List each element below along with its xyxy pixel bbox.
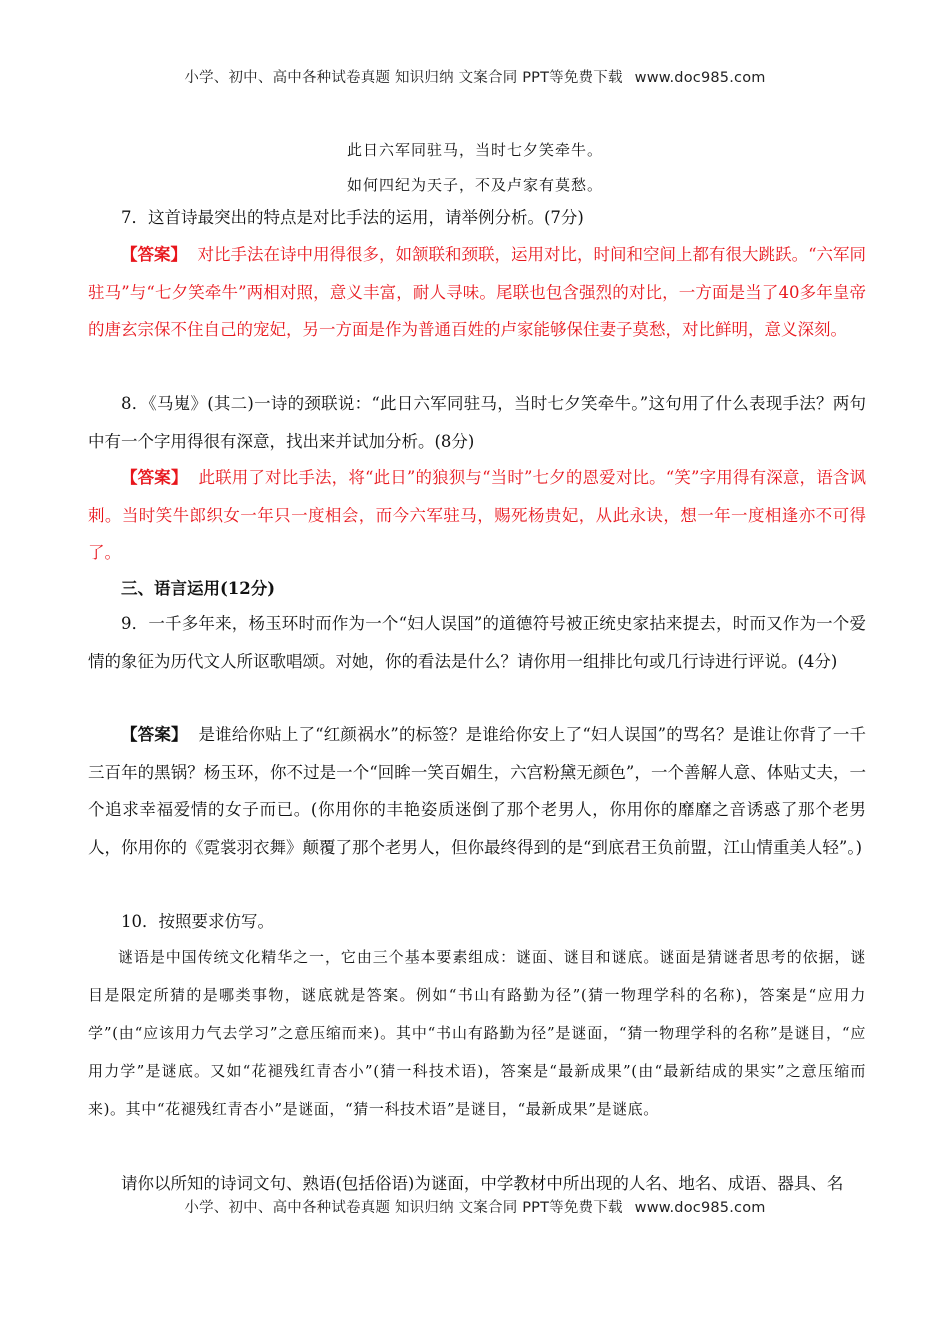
question-8: 8．《马嵬》(其二)一诗的颈联说：“此日六军同驻马，当时七夕笑牵牛。”这句用了什么表现手法？两句中有一个字用得很有深意，找出来并试加分析。(8分) bbox=[88, 394, 866, 451]
answer-tag: 【答案】 bbox=[121, 725, 188, 744]
question-10: 10．按照要求仿写。 bbox=[121, 912, 274, 931]
page-header bbox=[0, 66, 950, 87]
header-text: 小学、初中、高中各种试卷真题 知识归纳 文案合同 PPT等免费下载 bbox=[184, 70, 623, 86]
answer-8 bbox=[88, 459, 866, 572]
answer-9 bbox=[88, 716, 866, 866]
question-7: 7．这首诗最突出的特点是对比手法的运用，请举例分析。(7分) bbox=[121, 208, 584, 227]
footer-text: 小学、初中、高中各种试卷真题 知识归纳 文案合同 PPT等免费下载 bbox=[184, 1200, 623, 1216]
answer-tag: 【答案】 bbox=[121, 468, 188, 487]
answer-7-text: 对比手法在诗中用得很多，如颔联和颈联，运用对比，时间和空间上都有很大跳跃。“六军同驻马”与“七夕笑牵牛”两相对照，意义丰富，耐人寻味。尾联也包含强烈的对比，一方面是当了40多年皇帝的唐玄宗保不住自己的宠妃，另一方面是作为普通百姓的卢家能够保住妻子莫愁，对比鲜明，意义深刻。 bbox=[88, 245, 867, 339]
page-footer bbox=[0, 1196, 950, 1217]
answer-8-text: 此联用了对比手法，将“此日”的狼狈与“当时”七夕的恩爱对比。“笑”字用得有深意，语含讽刺。当时笑牛郎织女一年只一度相会，而今六军驻马，赐死杨贵妃，从此永诀，想一年一度相逢亦不可得了。 bbox=[88, 468, 867, 562]
footer-url[interactable]: www.doc985.com bbox=[634, 1200, 766, 1216]
answer-9-text: 是谁给你贴上了“红颜祸水”的标签？是谁给你安上了“妇人误国”的骂名？是谁让你背了一千三百年的黑锅？杨玉环，你不过是一个“回眸一笑百媚生，六宫粉黛无颜色”，一个善解人意、体贴丈夫，一个追求幸福爱情的女子而已。(你用你的丰艳姿质迷倒了那个老男人，你用你的靡靡之音诱惑了那个老男人，你用你的《霓裳羽衣舞》颠覆了那个老男人，但你最终得到的是“到底君王负前盟，江山情重美人轻”。) bbox=[88, 725, 867, 857]
answer-tag: 【答案】 bbox=[121, 245, 188, 264]
section-3-title: 三、语言运用(12分) bbox=[121, 579, 276, 598]
question-9: 9．一千多年来，杨玉环时而作为一个“妇人误国”的道德符号被正统史家拈来提去，时而又作为一个爱情的象征为历代文人所讴歌唱颂。对她，你的看法是什么？请你用一组排比句或几行诗进行评说。(4分) bbox=[88, 614, 866, 671]
question-10-instruction: 请你以所知的诗词文句、熟语(包括俗语)为谜面，中学教材中所出现的人名、地名、成语、器具、名 bbox=[121, 1174, 844, 1193]
answer-7 bbox=[88, 236, 866, 349]
riddle-description: 谜语是中国传统文化精华之一，它由三个基本要素组成：谜面、谜目和谜底。谜面是猜谜者思考的依据，谜目是限定所猜的是哪类事物，谜底就是答案。例如“书山有路勤为径”(猜一物理学科的名称)，答案是“应用力学”(由“应该用力气去学习”之意压缩而来)。其中“书山有路勤为径”是谜面，“猜一物理学科的名称”是谜目，“应用力学”是谜底。又如“花褪残红青杏小”(猜一科技术语)，答案是“最新成果”(由“最新结成的果实”之意压缩而来)。其中“花褪残红青杏小”是谜面，“猜一科技术语”是谜目，“最新成果”是谜底。 bbox=[88, 948, 866, 1118]
poem-line-2: 如何四纪为天子，不及卢家有莫愁。 bbox=[346, 176, 603, 194]
header-url[interactable]: www.doc985.com bbox=[634, 70, 766, 86]
poem-line-1: 此日六军同驻马，当时七夕笑牵牛。 bbox=[346, 141, 603, 159]
